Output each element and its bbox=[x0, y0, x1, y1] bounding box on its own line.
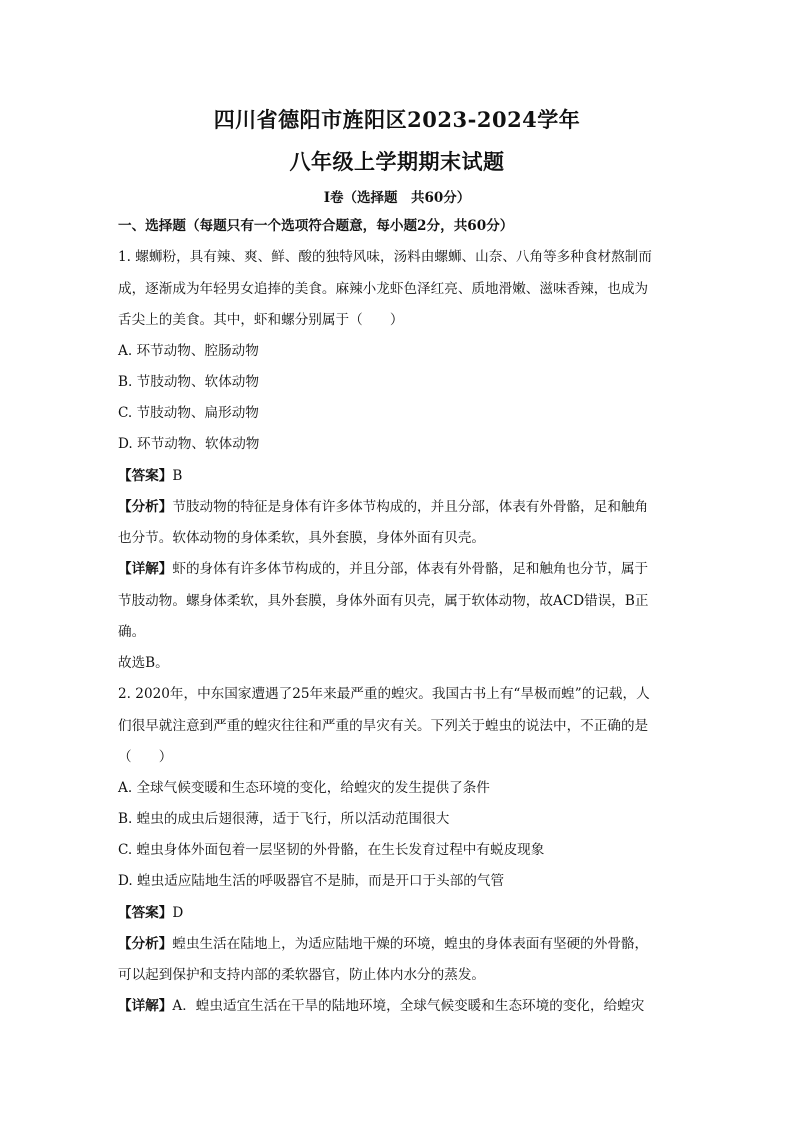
q2-analysis-line: 可以起到保护和支持内部的柔软器官，防止体内水分的蒸发。 bbox=[118, 967, 486, 983]
analysis-text: 节肢动物的特征是身体有许多体节构成的，并且分部，体表有外骨骼，足和触角 bbox=[172, 499, 649, 515]
analysis-tag: 【分析】 bbox=[118, 936, 173, 952]
q1-detail-line: 确。 bbox=[118, 624, 146, 640]
q1-detail-line: 节肢动物。螺身体柔软，具外套膜，身体外面有贝壳，属于软体动物，故ACD错误，B正 bbox=[118, 593, 649, 609]
q1-detail bbox=[118, 560, 648, 578]
analysis-tag: 【分析】 bbox=[118, 499, 173, 515]
detail-tag: 【详解】 bbox=[118, 998, 173, 1014]
q1-stem-line: 1. 螺蛳粉，具有辣、爽、鲜、酸的独特风味，汤料由螺蛳、山奈、八角等多种食材熬制而 bbox=[118, 249, 652, 265]
detail-text: 虾的身体有许多体节构成的，并且分部，体表有外骨骼，足和触角也分节，属于 bbox=[172, 561, 649, 577]
q1-conclusion: 故选B。 bbox=[118, 655, 169, 671]
q1-stem-line: 成，逐渐成为年轻男女追捧的美食。麻辣小龙虾色泽红亮、质地滑嫩、滋味香辣，也成为 bbox=[118, 281, 649, 297]
q2-stem-line: 2. 2020年，中东国家遭遇了25年来最严重的蝗灾。我国古书上有“旱极而蝗”的记载，人 bbox=[118, 686, 650, 702]
detail-tag: 【详解】 bbox=[118, 561, 173, 577]
q1-option-a: A. 环节动物、腔肠动物 bbox=[118, 343, 259, 359]
answer-value: D bbox=[172, 905, 184, 921]
q2-stem-line: 们很早就注意到严重的蝗灾往往和严重的旱灾有关。下列关于蝗虫的说法中，不正确的是 bbox=[118, 718, 649, 734]
q2-analysis bbox=[118, 935, 648, 953]
answer-tag: 【答案】 bbox=[118, 905, 173, 921]
q2-option-d: D. 蝗虫适应陆地生活的呼吸器官不是肺，而是开口于头部的气管 bbox=[118, 873, 505, 889]
q1-option-c: C. 节肢动物、扁形动物 bbox=[118, 405, 259, 421]
q1-option-b: B. 节肢动物、软体动物 bbox=[118, 374, 259, 390]
q1-analysis-line: 也分节。软体动物的身体柔软，具外套膜，身体外面有贝壳。 bbox=[118, 530, 486, 546]
q2-option-a: A. 全球气候变暖和生态环境的变化，给蝗灾的发生提供了条件 bbox=[118, 780, 490, 796]
doc-title-line1: 四川省德阳市旌阳区2023-2024学年 bbox=[213, 107, 581, 132]
q2-stem-line: （ ） bbox=[118, 749, 173, 765]
q2-option-b: B. 蝗虫的成虫后翅很薄，适于飞行，所以活动范围很大 bbox=[118, 811, 450, 827]
q2-option-c: C. 蝗虫身体外面包着一层坚韧的外骨骼，在生长发育过程中有蜕皮现象 bbox=[118, 842, 545, 858]
q1-answer bbox=[118, 467, 182, 485]
answer-value: B bbox=[172, 468, 183, 484]
section-heading: 一、选择题（每题只有一个选项符合题意，每小题2分，共60分） bbox=[118, 218, 514, 234]
q1-option-d: D. 环节动物、软体动物 bbox=[118, 436, 260, 452]
answer-tag: 【答案】 bbox=[118, 468, 173, 484]
q2-detail bbox=[118, 997, 644, 1015]
q2-answer bbox=[118, 904, 183, 922]
detail-text: A．蝗虫适宜生活在干旱的陆地环境，全球气候变暖和生态环境的变化，给蝗灾 bbox=[172, 998, 645, 1014]
q1-analysis bbox=[118, 498, 648, 516]
volume-heading: Ⅰ卷（选择题 共60分） bbox=[323, 190, 471, 206]
analysis-text: 蝗虫生活在陆地上，为适应陆地干燥的环境，蝗虫的身体表面有坚硬的外骨骼， bbox=[172, 936, 649, 952]
q1-stem-line: 舌尖上的美食。其中，虾和螺分别属于（ ） bbox=[118, 312, 404, 328]
doc-title-line2: 八年级上学期期末试题 bbox=[289, 149, 505, 174]
